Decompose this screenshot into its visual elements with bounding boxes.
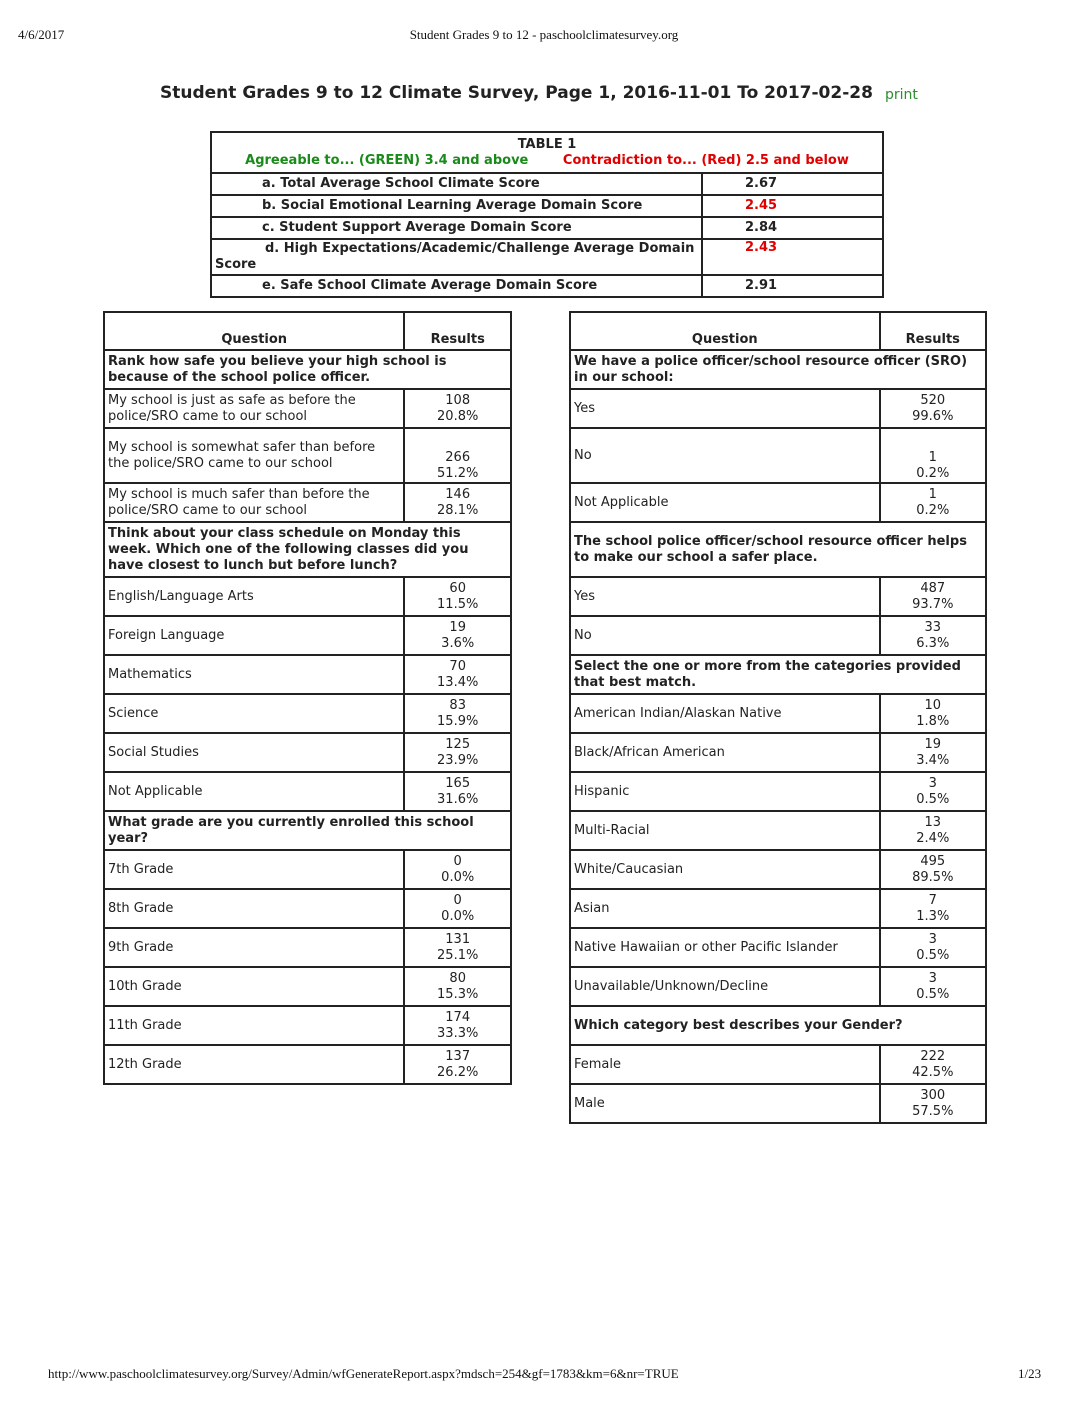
result-count: 1	[928, 486, 937, 502]
table-row	[104, 694, 511, 733]
result-count: 60	[449, 580, 466, 596]
result-cell	[404, 850, 511, 889]
option-label: Social Studies	[104, 733, 404, 772]
result-percent: 1.8%	[916, 713, 950, 729]
result-percent: 20.8%	[437, 408, 479, 424]
result-percent: 0.5%	[916, 947, 950, 963]
question-heading: Think about your class schedule on Monday this week. Which one of the following classes did you have closest to lunch but before lunch?	[104, 522, 511, 577]
table-row	[104, 889, 511, 928]
result-count: 174	[445, 1009, 471, 1025]
result-count: 300	[920, 1087, 946, 1103]
column-header-question: Question	[104, 312, 404, 350]
result-percent: 3.6%	[441, 635, 475, 651]
option-label: Mathematics	[104, 655, 404, 694]
table-row	[104, 967, 511, 1006]
result-cell	[880, 733, 986, 772]
question-heading: What grade are you currently enrolled this school year?	[104, 811, 511, 850]
table-row	[104, 850, 511, 889]
column-header-results: Results	[404, 312, 511, 350]
table-row	[104, 733, 511, 772]
option-label: Female	[570, 1045, 880, 1084]
result-cell	[880, 811, 986, 850]
option-label: 11th Grade	[104, 1006, 404, 1045]
result-percent: 99.6%	[912, 408, 954, 424]
table-row	[570, 928, 986, 967]
option-label: 9th Grade	[104, 928, 404, 967]
result-percent: 57.5%	[912, 1103, 954, 1119]
summary-caption: TABLE 1	[517, 137, 577, 152]
result-cell	[404, 577, 511, 616]
summary-row	[211, 173, 883, 195]
table-row	[104, 928, 511, 967]
summary-row	[211, 239, 883, 275]
result-count: 3	[928, 931, 937, 947]
option-label: Not Applicable	[570, 483, 880, 522]
option-label: American Indian/Alaskan Native	[570, 694, 880, 733]
result-cell	[404, 1006, 511, 1045]
result-count: 487	[920, 580, 946, 596]
option-label: White/Caucasian	[570, 850, 880, 889]
result-percent: 15.9%	[437, 713, 479, 729]
table-row	[570, 967, 986, 1006]
result-cell	[880, 483, 986, 522]
summary-label: d. High Expectations/Academic/Challenge Average Domain Score	[211, 239, 702, 275]
option-label: My school is much safer than before the police/SRO came to our school	[104, 483, 404, 522]
table-row	[570, 733, 986, 772]
result-percent: 3.4%	[916, 752, 950, 768]
result-percent: 89.5%	[912, 869, 954, 885]
result-count: 70	[449, 658, 466, 674]
option-label: 7th Grade	[104, 850, 404, 889]
question-heading: We have a police officer/school resource officer (SRO) in our school:	[570, 350, 986, 389]
table-row	[104, 389, 511, 428]
result-cell	[880, 928, 986, 967]
result-cell	[880, 850, 986, 889]
table-row	[570, 889, 986, 928]
result-cell	[880, 1084, 986, 1123]
print-link[interactable]: print	[885, 87, 918, 103]
result-cell	[880, 694, 986, 733]
result-percent: 42.5%	[912, 1064, 954, 1080]
result-cell	[404, 733, 511, 772]
table-row	[104, 772, 511, 811]
right-question-table	[569, 311, 987, 1124]
result-cell	[880, 772, 986, 811]
option-label: No	[570, 616, 880, 655]
table-row	[104, 1006, 511, 1045]
table-row	[104, 616, 511, 655]
result-count: 33	[924, 619, 942, 635]
summary-label: b. Social Emotional Learning Average Domain Score	[211, 195, 702, 217]
result-cell	[404, 889, 511, 928]
table-row	[570, 811, 986, 850]
result-cell	[880, 967, 986, 1006]
table-row	[570, 772, 986, 811]
page-title: Student Grades 9 to 12 Climate Survey, Page 1, 2016-11-01 To 2017-02-28	[160, 83, 873, 103]
result-count: 266	[445, 450, 471, 465]
option-label: Black/African American	[570, 733, 880, 772]
option-label: Science	[104, 694, 404, 733]
option-label: English/Language Arts	[104, 577, 404, 616]
summary-row	[211, 275, 883, 297]
result-cell	[404, 772, 511, 811]
result-cell	[880, 889, 986, 928]
result-cell	[404, 928, 511, 967]
result-percent: 0.0%	[441, 908, 475, 924]
result-cell	[880, 389, 986, 428]
table-row	[570, 1084, 986, 1123]
left-question-table	[103, 311, 512, 1085]
result-percent: 93.7%	[912, 596, 954, 612]
summary-table	[210, 131, 884, 298]
result-cell	[404, 967, 511, 1006]
option-label: My school is somewhat safer than before the police/SRO came to our school	[104, 428, 404, 483]
result-count: 0	[453, 892, 462, 908]
table-row	[570, 1045, 986, 1084]
legend-green: Agreeable to... (GREEN) 3.4 and above	[245, 153, 529, 168]
table-row	[570, 428, 986, 483]
result-count: 165	[445, 775, 471, 791]
result-count: 19	[449, 619, 466, 635]
result-cell	[404, 483, 511, 522]
question-heading: Select the one or more from the categories provided that best match.	[570, 655, 986, 694]
result-percent: 1.3%	[916, 908, 950, 924]
summary-label: c. Student Support Average Domain Score	[211, 217, 702, 239]
result-cell	[404, 694, 511, 733]
result-cell	[880, 428, 986, 483]
option-label: Native Hawaiian or other Pacific Islander	[570, 928, 880, 967]
option-label: Yes	[570, 389, 880, 428]
legend-red: Contradiction to... (Red) 2.5 and below	[562, 153, 849, 168]
table-row	[570, 389, 986, 428]
table-row	[570, 694, 986, 733]
summary-value: 2.67	[702, 173, 883, 195]
table-row	[104, 577, 511, 616]
summary-caption-cell	[211, 132, 883, 173]
table-row	[104, 655, 511, 694]
table-row	[104, 1045, 511, 1084]
result-cell	[880, 616, 986, 655]
result-count: 495	[920, 853, 946, 869]
result-count: 222	[920, 1048, 946, 1064]
summary-label: e. Safe School Climate Average Domain Score	[211, 275, 702, 297]
result-percent: 11.5%	[437, 596, 479, 612]
summary-value: 2.91	[702, 275, 883, 297]
option-label: Unavailable/Unknown/Decline	[570, 967, 880, 1006]
result-percent: 25.1%	[437, 947, 479, 963]
option-label: 12th Grade	[104, 1045, 404, 1084]
footer-page-number: 1/23	[1018, 1366, 1042, 1381]
summary-label: a. Total Average School Climate Score	[211, 173, 702, 195]
result-percent: 2.4%	[916, 830, 950, 846]
result-count: 131	[445, 931, 471, 947]
result-cell	[404, 655, 511, 694]
option-label: Male	[570, 1084, 880, 1123]
result-count: 13	[924, 814, 942, 830]
table-row	[104, 428, 511, 483]
option-label: My school is just as safe as before the police/SRO came to our school	[104, 389, 404, 428]
table-row	[570, 850, 986, 889]
result-percent: 51.2%	[437, 466, 479, 481]
result-count: 125	[445, 736, 471, 752]
option-label: Yes	[570, 577, 880, 616]
result-count: 0	[453, 853, 462, 869]
result-count: 19	[924, 736, 942, 752]
result-percent: 0.2%	[916, 466, 950, 481]
summary-row	[211, 195, 883, 217]
result-count: 137	[445, 1048, 471, 1064]
result-cell	[404, 389, 511, 428]
result-cell	[880, 1045, 986, 1084]
option-label: Not Applicable	[104, 772, 404, 811]
question-heading: Rank how safe you believe your high school is because of the school police officer.	[104, 350, 511, 389]
result-count: 1	[928, 450, 937, 465]
table-row	[570, 616, 986, 655]
option-label: No	[570, 428, 880, 483]
result-percent: 31.6%	[437, 791, 479, 807]
summary-value: 2.84	[702, 217, 883, 239]
table-row	[570, 483, 986, 522]
result-cell	[880, 577, 986, 616]
result-count: 83	[449, 697, 466, 713]
result-cell	[404, 616, 511, 655]
result-percent: 28.1%	[437, 502, 479, 518]
summary-row	[211, 217, 883, 239]
result-count: 146	[445, 486, 471, 502]
print-date: 4/6/2017	[18, 27, 65, 42]
table-row	[104, 483, 511, 522]
result-percent: 6.3%	[916, 635, 950, 651]
result-cell	[404, 428, 511, 483]
result-percent: 0.2%	[916, 502, 950, 518]
question-heading: Which category best describes your Gender?	[570, 1006, 986, 1045]
option-label: Multi-Racial	[570, 811, 880, 850]
result-percent: 0.5%	[916, 986, 950, 1002]
result-percent: 26.2%	[437, 1064, 479, 1080]
option-label: 8th Grade	[104, 889, 404, 928]
result-count: 3	[928, 970, 937, 986]
result-count: 520	[920, 392, 946, 408]
result-count: 10	[924, 697, 942, 713]
result-percent: 0.0%	[441, 869, 475, 885]
result-cell	[404, 1045, 511, 1084]
summary-value: 2.43	[702, 239, 883, 275]
option-label: Asian	[570, 889, 880, 928]
result-count: 3	[928, 775, 937, 791]
option-label: Foreign Language	[104, 616, 404, 655]
option-label: 10th Grade	[104, 967, 404, 1006]
footer-url: http://www.paschoolclimatesurvey.org/Survey/Admin/wfGenerateReport.aspx?mdsch=254&gf=1783&km=6&nr=TRUE	[48, 1366, 679, 1381]
option-label: Hispanic	[570, 772, 880, 811]
result-percent: 13.4%	[437, 674, 479, 690]
column-header-question: Question	[570, 312, 880, 350]
result-count: 108	[445, 392, 471, 408]
table-row	[570, 577, 986, 616]
result-percent: 15.3%	[437, 986, 479, 1002]
result-percent: 0.5%	[916, 791, 950, 807]
column-header-results: Results	[880, 312, 986, 350]
result-count: 7	[928, 892, 937, 908]
result-percent: 33.3%	[437, 1025, 479, 1041]
result-percent: 23.9%	[437, 752, 479, 768]
browser-page-title: Student Grades 9 to 12 - paschoolclimatesurvey.org	[409, 27, 679, 42]
summary-value: 2.45	[702, 195, 883, 217]
result-count: 80	[449, 970, 466, 986]
question-heading: The school police officer/school resource officer helps to make our school a safer place.	[570, 522, 986, 577]
